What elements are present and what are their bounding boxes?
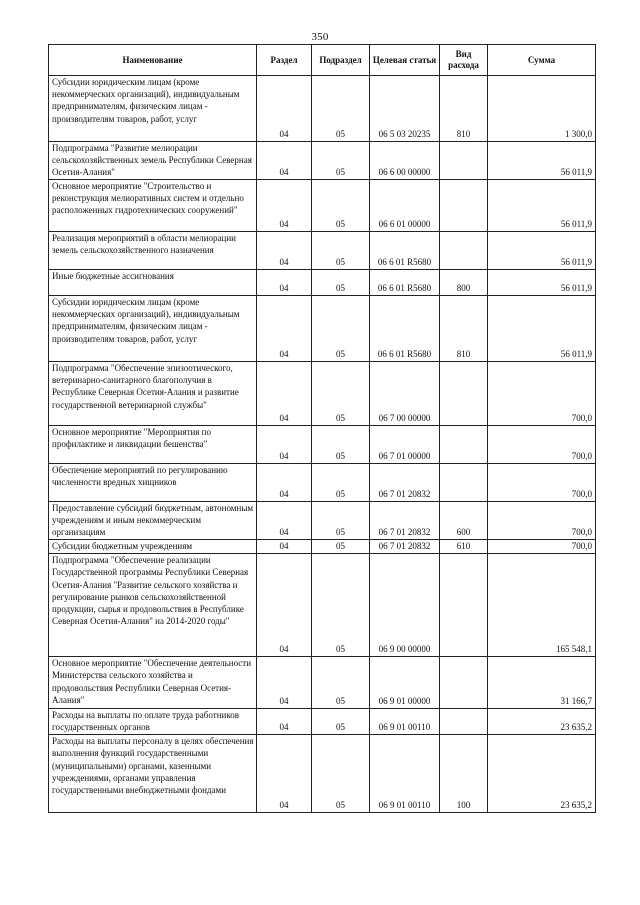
row-section: 04 bbox=[257, 270, 312, 296]
table-row bbox=[49, 426, 596, 464]
row-name: Подпрограмма "Обеспечение эпизоотического, ветеринарно-санитарного благополучия в Республике Северная Осетия-Алания и развитие государственной ветеринарной службы" bbox=[49, 362, 257, 426]
table-row bbox=[49, 554, 596, 657]
row-subsection: 05 bbox=[312, 502, 370, 540]
row-type bbox=[440, 426, 488, 464]
row-name: Субсидии бюджетным учреждениям bbox=[49, 540, 257, 554]
row-sum: 700,0 bbox=[488, 426, 596, 464]
row-sum: 700,0 bbox=[488, 502, 596, 540]
row-subsection: 05 bbox=[312, 142, 370, 180]
row-sum: 23 635,2 bbox=[488, 709, 596, 735]
row-section: 04 bbox=[257, 142, 312, 180]
row-section: 04 bbox=[257, 657, 312, 709]
row-target: 06 7 00 00000 bbox=[370, 362, 440, 426]
row-subsection: 05 bbox=[312, 554, 370, 657]
table-row bbox=[49, 180, 596, 232]
budget-table bbox=[48, 44, 596, 813]
row-subsection: 05 bbox=[312, 657, 370, 709]
row-target: 06 9 00 00000 bbox=[370, 554, 440, 657]
header-type: Вид расхода bbox=[440, 45, 488, 76]
table-row bbox=[49, 142, 596, 180]
table-row bbox=[49, 540, 596, 554]
row-type: 600 bbox=[440, 502, 488, 540]
table-row bbox=[49, 709, 596, 735]
row-target: 06 7 01 20832 bbox=[370, 540, 440, 554]
row-target: 06 6 01 R5680 bbox=[370, 296, 440, 362]
row-subsection: 05 bbox=[312, 464, 370, 502]
row-type bbox=[440, 657, 488, 709]
row-name: Обеспечение мероприятий по регулированию численности вредных хищников bbox=[49, 464, 257, 502]
row-section: 04 bbox=[257, 464, 312, 502]
row-name: Основное мероприятие "Обеспечение деятельности Министерства сельского хозяйства и продовольствия Республики Северная Осетия-Алания" bbox=[49, 657, 257, 709]
row-target: 06 5 03 20235 bbox=[370, 76, 440, 142]
table-row bbox=[49, 464, 596, 502]
table-row bbox=[49, 296, 596, 362]
header-name: Наименование bbox=[49, 45, 257, 76]
page-number: 350 bbox=[311, 31, 329, 43]
row-sum: 56 011,9 bbox=[488, 142, 596, 180]
row-name: Основное мероприятие "Мероприятия по профилактике и ликвидации бешенства" bbox=[49, 426, 257, 464]
row-target: 06 6 00 00000 bbox=[370, 142, 440, 180]
row-subsection: 05 bbox=[312, 270, 370, 296]
row-type bbox=[440, 232, 488, 270]
table-row bbox=[49, 735, 596, 813]
table-row bbox=[49, 362, 596, 426]
header-section: Раздел bbox=[257, 45, 312, 76]
row-type: 100 bbox=[440, 735, 488, 813]
header-target: Целевая статья bbox=[370, 45, 440, 76]
row-type bbox=[440, 362, 488, 426]
row-target: 06 9 01 00110 bbox=[370, 735, 440, 813]
row-name: Расходы на выплаты по оплате труда работников государственных органов bbox=[49, 709, 257, 735]
row-name: Расходы на выплаты персоналу в целях обеспечения выполнения функций государственными (муниципальными) органами, казенными учреждениями, органами управления государственными внебюджетными фондами bbox=[49, 735, 257, 813]
row-section: 04 bbox=[257, 735, 312, 813]
row-type: 810 bbox=[440, 296, 488, 362]
row-sum: 23 635,2 bbox=[488, 735, 596, 813]
row-target: 06 9 01 00110 bbox=[370, 709, 440, 735]
row-subsection: 05 bbox=[312, 296, 370, 362]
row-subsection: 05 bbox=[312, 540, 370, 554]
table-row bbox=[49, 76, 596, 142]
row-name: Реализация мероприятий в области мелиорации земель сельскохозяйственного назначения bbox=[49, 232, 257, 270]
header-subsection: Подраздел bbox=[312, 45, 370, 76]
row-name: Иные бюджетные ассигнования bbox=[49, 270, 257, 296]
row-subsection: 05 bbox=[312, 362, 370, 426]
row-section: 04 bbox=[257, 296, 312, 362]
row-target: 06 6 01 00000 bbox=[370, 180, 440, 232]
row-name: Подпрограмма "Развитие мелиорации сельскохозяйственных земель Республики Северная Осетия-Алания" bbox=[49, 142, 257, 180]
row-subsection: 05 bbox=[312, 76, 370, 142]
table-row bbox=[49, 657, 596, 709]
row-sum: 56 011,9 bbox=[488, 296, 596, 362]
row-section: 04 bbox=[257, 502, 312, 540]
row-name: Подпрограмма "Обеспечение реализации Государственной программы Республики Северная Осетия-Алания "Развитие сельского хозяйства и регулирование рынков сельскохозяйственной продукции, сырья и продовольствия в Республике Северная Осетия-Алания" на 2014-2020 годы" bbox=[49, 554, 257, 657]
row-sum: 700,0 bbox=[488, 362, 596, 426]
row-target: 06 9 01 00000 bbox=[370, 657, 440, 709]
table-row bbox=[49, 502, 596, 540]
row-type: 610 bbox=[440, 540, 488, 554]
table-header-row bbox=[49, 45, 596, 76]
header-sum: Сумма bbox=[488, 45, 596, 76]
row-sum: 56 011,9 bbox=[488, 180, 596, 232]
row-section: 04 bbox=[257, 426, 312, 464]
row-section: 04 bbox=[257, 554, 312, 657]
row-subsection: 05 bbox=[312, 735, 370, 813]
row-section: 04 bbox=[257, 232, 312, 270]
row-name: Основное мероприятие "Строительство и реконструкция мелиоративных систем и отдельно расположенных гидротехнических сооружений" bbox=[49, 180, 257, 232]
row-type bbox=[440, 464, 488, 502]
row-target: 06 7 01 00000 bbox=[370, 426, 440, 464]
row-name: Субсидии юридическим лицам (кроме некоммерческих организаций), индивидуальным предпринимателям, физическим лицам - производителям товаров, работ, услуг bbox=[49, 296, 257, 362]
row-sum: 31 166,7 bbox=[488, 657, 596, 709]
row-type: 810 bbox=[440, 76, 488, 142]
table-row bbox=[49, 232, 596, 270]
row-target: 06 7 01 20832 bbox=[370, 464, 440, 502]
row-subsection: 05 bbox=[312, 180, 370, 232]
row-sum: 700,0 bbox=[488, 540, 596, 554]
row-type bbox=[440, 142, 488, 180]
row-sum: 56 011,9 bbox=[488, 270, 596, 296]
row-name: Субсидии юридическим лицам (кроме некоммерческих организаций), индивидуальным предпринимателям, физическим лицам - производителям товаров, работ, услуг bbox=[49, 76, 257, 142]
row-type bbox=[440, 180, 488, 232]
row-subsection: 05 bbox=[312, 426, 370, 464]
row-target: 06 6 01 R5680 bbox=[370, 270, 440, 296]
row-sum: 56 011,9 bbox=[488, 232, 596, 270]
row-section: 04 bbox=[257, 362, 312, 426]
row-subsection: 05 bbox=[312, 232, 370, 270]
row-name: Предоставление субсидий бюджетным, автономным учреждениям и иным некоммерческим организациям bbox=[49, 502, 257, 540]
row-section: 04 bbox=[257, 540, 312, 554]
row-sum: 1 300,0 bbox=[488, 76, 596, 142]
row-type bbox=[440, 709, 488, 735]
row-subsection: 05 bbox=[312, 709, 370, 735]
row-target: 06 6 01 R5680 bbox=[370, 232, 440, 270]
table-row bbox=[49, 270, 596, 296]
row-target: 06 7 01 20832 bbox=[370, 502, 440, 540]
row-sum: 700,0 bbox=[488, 464, 596, 502]
row-section: 04 bbox=[257, 709, 312, 735]
row-type: 800 bbox=[440, 270, 488, 296]
row-section: 04 bbox=[257, 180, 312, 232]
row-sum: 165 548,1 bbox=[488, 554, 596, 657]
row-type bbox=[440, 554, 488, 657]
row-section: 04 bbox=[257, 76, 312, 142]
